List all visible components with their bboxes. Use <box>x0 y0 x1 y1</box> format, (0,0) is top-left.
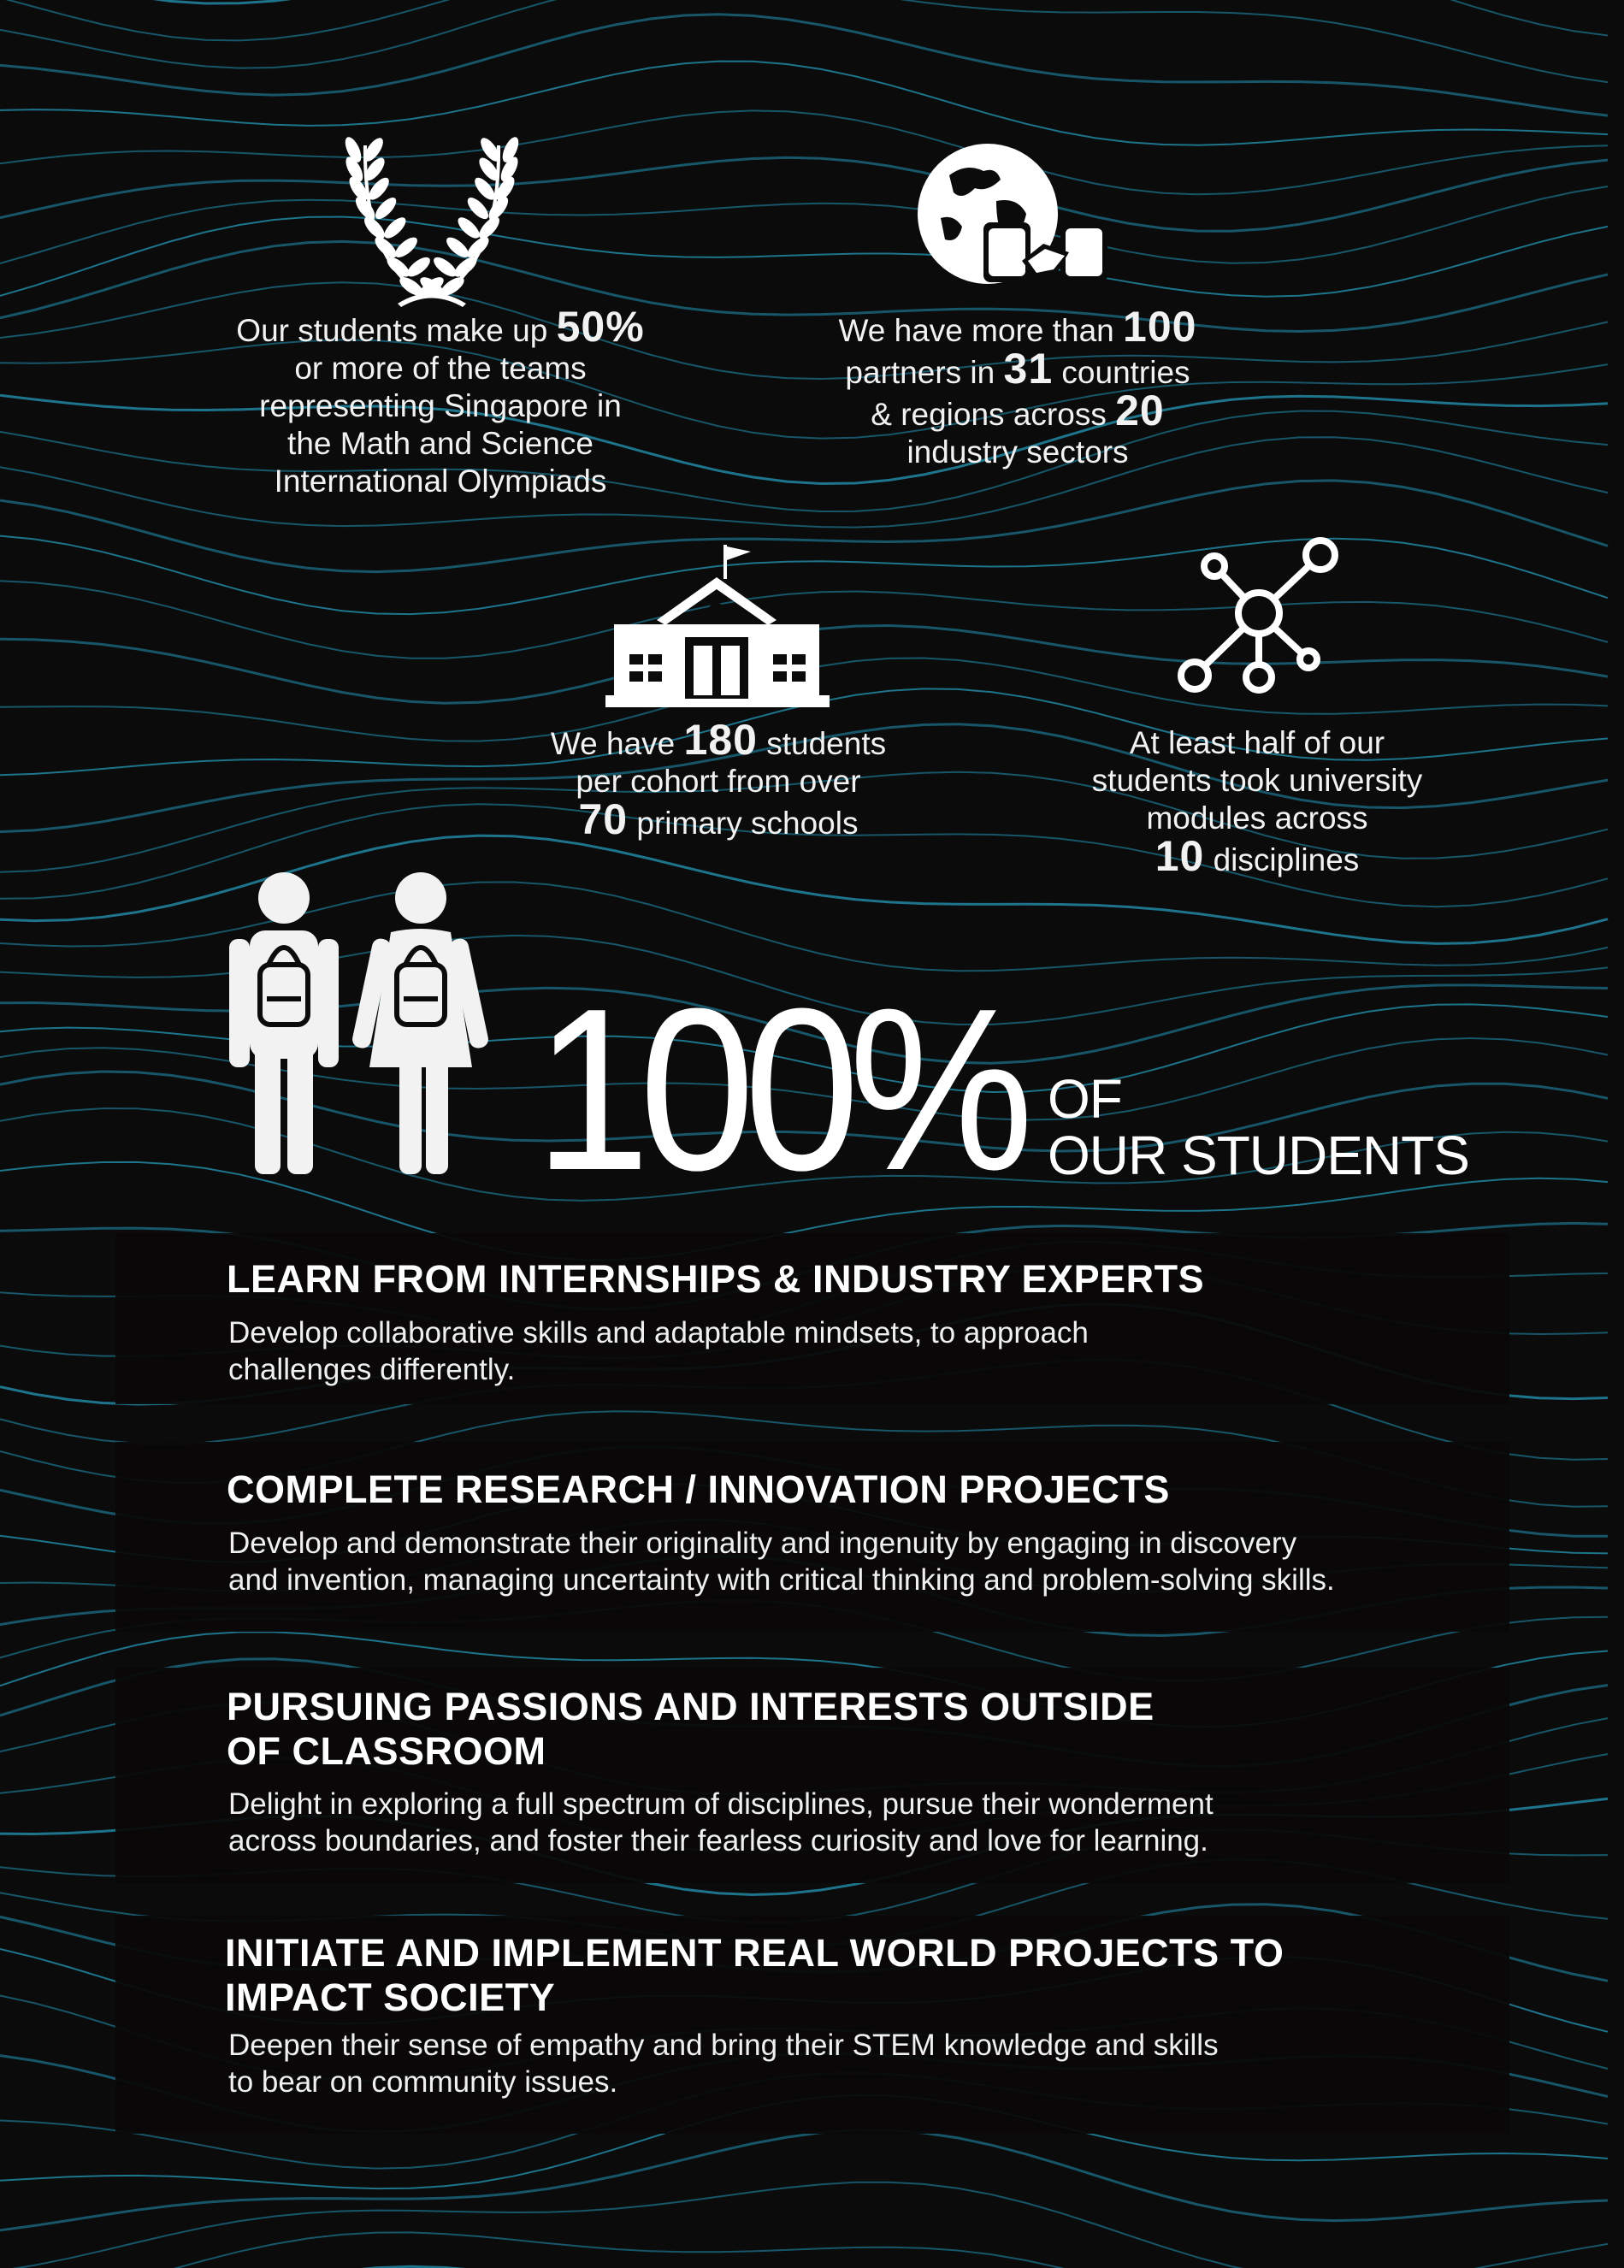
panel-title: COMPLETE RESEARCH / INNOVATION PROJECTS <box>227 1468 1170 1511</box>
wave-line <box>0 2232 1608 2268</box>
stat-number: 70 <box>578 795 629 843</box>
panel-title: LEARN FROM INTERNSHIPS & INDUSTRY EXPERTS <box>227 1257 1205 1301</box>
stat-number: 180 <box>683 716 758 764</box>
laurel-leaf <box>381 214 410 241</box>
panel-title: INITIATE AND IMPLEMENT REAL WORLD PROJECTS TO IMPACT SOCIETY <box>225 1931 1284 2019</box>
panel-passions <box>115 1668 1509 1883</box>
panel-internships <box>115 1233 1509 1404</box>
panel-body: Develop collaborative skills and adaptable mindsets, to approach challenges differently. <box>228 1316 1089 1386</box>
laurel-leaf <box>455 214 483 241</box>
stat-number: 31 <box>1003 345 1054 393</box>
hero-caption: OF OUR STUDENTS <box>1048 1068 1469 1186</box>
panel-body: Deepen their sense of empathy and bring their STEM knowledge and skills to bear on community issues. <box>228 2029 1219 2099</box>
stat-cohort: We have 180 students per cohort from over 70 primary schools <box>550 716 887 843</box>
stat-number: 20 <box>1115 387 1165 434</box>
stat-number: 100 <box>1123 303 1197 351</box>
panel-body: Delight in exploring a full spectrum of disciplines, pursue their wonderment across boundaries, and foster their fearless curiosity and love for learning. <box>228 1787 1214 1858</box>
wave-line <box>0 2182 1608 2268</box>
laurel-leaf <box>392 234 420 261</box>
globe-handshake-icon <box>915 141 1120 286</box>
panel-research <box>115 1442 1509 1632</box>
laurel-leaf <box>405 254 434 281</box>
wave-line <box>0 157 1608 231</box>
students-icon <box>224 871 498 1178</box>
wave-line <box>0 0 1608 40</box>
school-building-icon <box>605 543 830 707</box>
panel-title: PURSUING PASSIONS AND INTERESTS OUTSIDE OF CLASSROOM <box>227 1685 1155 1773</box>
panel-real-world <box>115 1916 1509 2134</box>
wave-line <box>0 62 1608 145</box>
network-nodes-icon <box>1173 535 1344 697</box>
stat-number: 10 <box>1155 832 1205 880</box>
stat-partners: We have more than 100 partners in 31 countries & regions across 20 industry sectors <box>838 303 1197 470</box>
stat-university: At least half of our students took university modules across 10 disciplines <box>1091 725 1423 880</box>
laurel-wreath-icon <box>338 137 526 308</box>
laurel-leaf <box>430 254 459 281</box>
panel-body: Develop and demonstrate their originality and ingenuity by engaging in discovery and invention, managing uncertainty with critical thinking and problem-solving skills. <box>228 1527 1335 1597</box>
wave-line <box>0 217 1608 297</box>
wave-line <box>0 0 1608 3</box>
stat-number: 50% <box>556 303 645 351</box>
laurel-leaf <box>443 234 471 261</box>
hero-percentage: 100% <box>534 961 1024 1219</box>
stat-olympiad: Our students make up 50% or more of the teams representing Singapore in the Math and Science International Olympiads <box>236 303 645 499</box>
